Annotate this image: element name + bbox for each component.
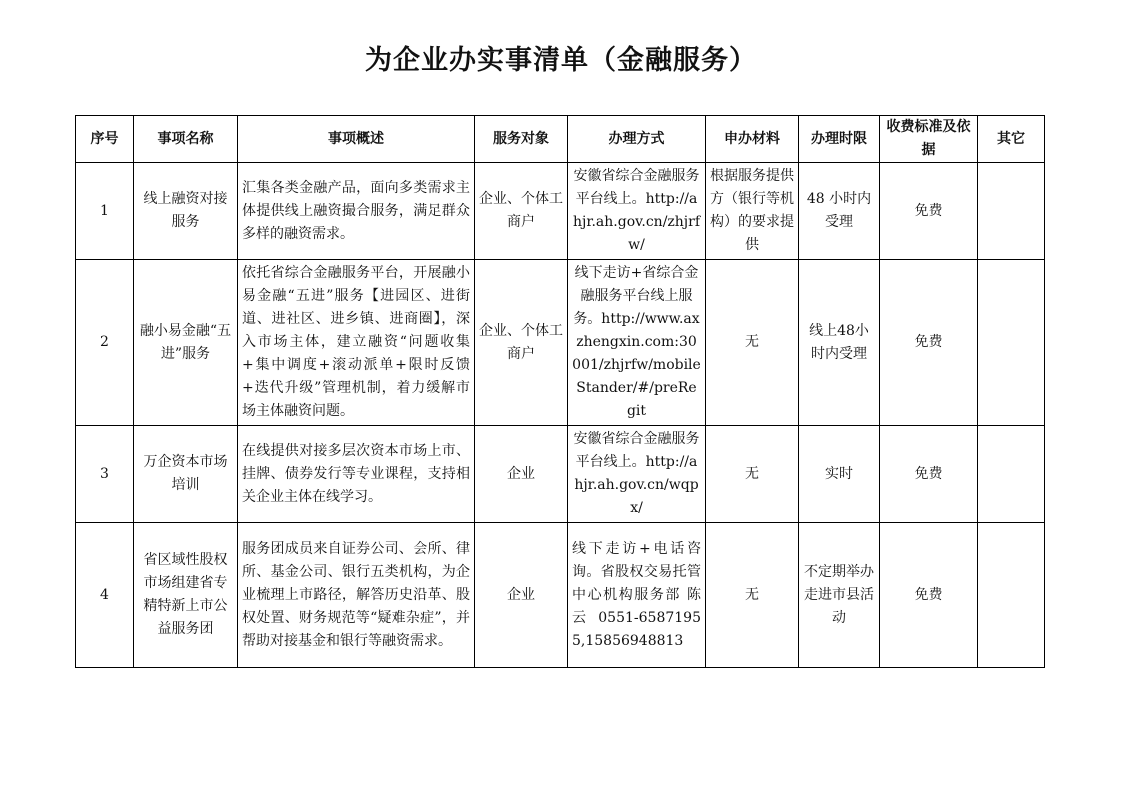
cell-no: 3 <box>76 426 134 523</box>
cell-no: 4 <box>76 523 134 668</box>
header-materials: 申办材料 <box>706 116 799 163</box>
cell-time-limit: 不定期举办走进市县活动 <box>799 523 880 668</box>
header-time-limit: 办理时限 <box>799 116 880 163</box>
header-no: 序号 <box>76 116 134 163</box>
cell-no: 1 <box>76 163 134 260</box>
cell-target: 企业、个体工商户 <box>475 260 568 426</box>
cell-no: 2 <box>76 260 134 426</box>
cell-target: 企业、个体工商户 <box>475 163 568 260</box>
cell-time-limit: 线上48小时内受理 <box>799 260 880 426</box>
table-row <box>76 426 1045 523</box>
cell-name: 省区域性股权市场组建省专精特新上市公益服务团 <box>134 523 238 668</box>
cell-summary: 服务团成员来自证券公司、会所、律所、基金公司、银行五类机构，为企业梳理上市路径，解答历史沿革、股权处置、财务规范等“疑难杂症”，并帮助对接基金和银行等融资需求。 <box>238 523 475 668</box>
cell-method: 线下走访+省综合金融服务平台线上服务。http://www.axzhengxin.com:30001/zhjrfw/mobileStander/#/preRegit <box>568 260 706 426</box>
cell-fee: 免费 <box>880 260 978 426</box>
table-header-row <box>76 116 1045 163</box>
header-fee: 收费标准及依据 <box>880 116 978 163</box>
cell-fee: 免费 <box>880 523 978 668</box>
cell-summary: 依托省综合金融服务平台，开展融小易金融“五进”服务【进园区、进街道、进社区、进乡镇、进商圈】，深入市场主体，建立融资“问题收集+集中调度+滚动派单+限时反馈+迭代升级”管理机制，着力缓解市场主体融资问题。 <box>238 260 475 426</box>
cell-other <box>978 426 1045 523</box>
table-row <box>76 523 1045 668</box>
cell-other <box>978 260 1045 426</box>
header-method: 办理方式 <box>568 116 706 163</box>
cell-method: 线下走访+电话咨询。省股权交易托管中心机构服务部 陈云 0551-65871955,15856948813 <box>568 523 706 668</box>
cell-target: 企业 <box>475 426 568 523</box>
cell-name: 线上融资对接服务 <box>134 163 238 260</box>
cell-method: 安徽省综合金融服务平台线上。http://ahjr.ah.gov.cn/zhjrfw/ <box>568 163 706 260</box>
cell-other <box>978 523 1045 668</box>
cell-time-limit: 实时 <box>799 426 880 523</box>
cell-summary: 在线提供对接多层次资本市场上市、挂牌、债券发行等专业课程，支持相关企业主体在线学习。 <box>238 426 475 523</box>
header-summary: 事项概述 <box>238 116 475 163</box>
cell-time-limit: 48 小时内受理 <box>799 163 880 260</box>
cell-materials: 无 <box>706 426 799 523</box>
cell-target: 企业 <box>475 523 568 668</box>
cell-other <box>978 163 1045 260</box>
cell-method: 安徽省综合金融服务平台线上。http://ahjr.ah.gov.cn/wqpx/ <box>568 426 706 523</box>
cell-fee: 免费 <box>880 163 978 260</box>
header-other: 其它 <box>978 116 1045 163</box>
header-target: 服务对象 <box>475 116 568 163</box>
table-row <box>76 163 1045 260</box>
cell-materials: 无 <box>706 523 799 668</box>
page-title: 为企业办实事清单（金融服务） <box>365 45 757 76</box>
cell-materials: 根据服务提供方（银行等机构）的要求提供 <box>706 163 799 260</box>
cell-name: 万企资本市场培训 <box>134 426 238 523</box>
cell-materials: 无 <box>706 260 799 426</box>
cell-summary: 汇集各类金融产品，面向多类需求主体提供线上融资撮合服务，满足群众多样的融资需求。 <box>238 163 475 260</box>
cell-fee: 免费 <box>880 426 978 523</box>
cell-name: 融小易金融“五进”服务 <box>134 260 238 426</box>
header-name: 事项名称 <box>134 116 238 163</box>
service-table <box>75 115 1045 668</box>
table-row <box>76 260 1045 426</box>
